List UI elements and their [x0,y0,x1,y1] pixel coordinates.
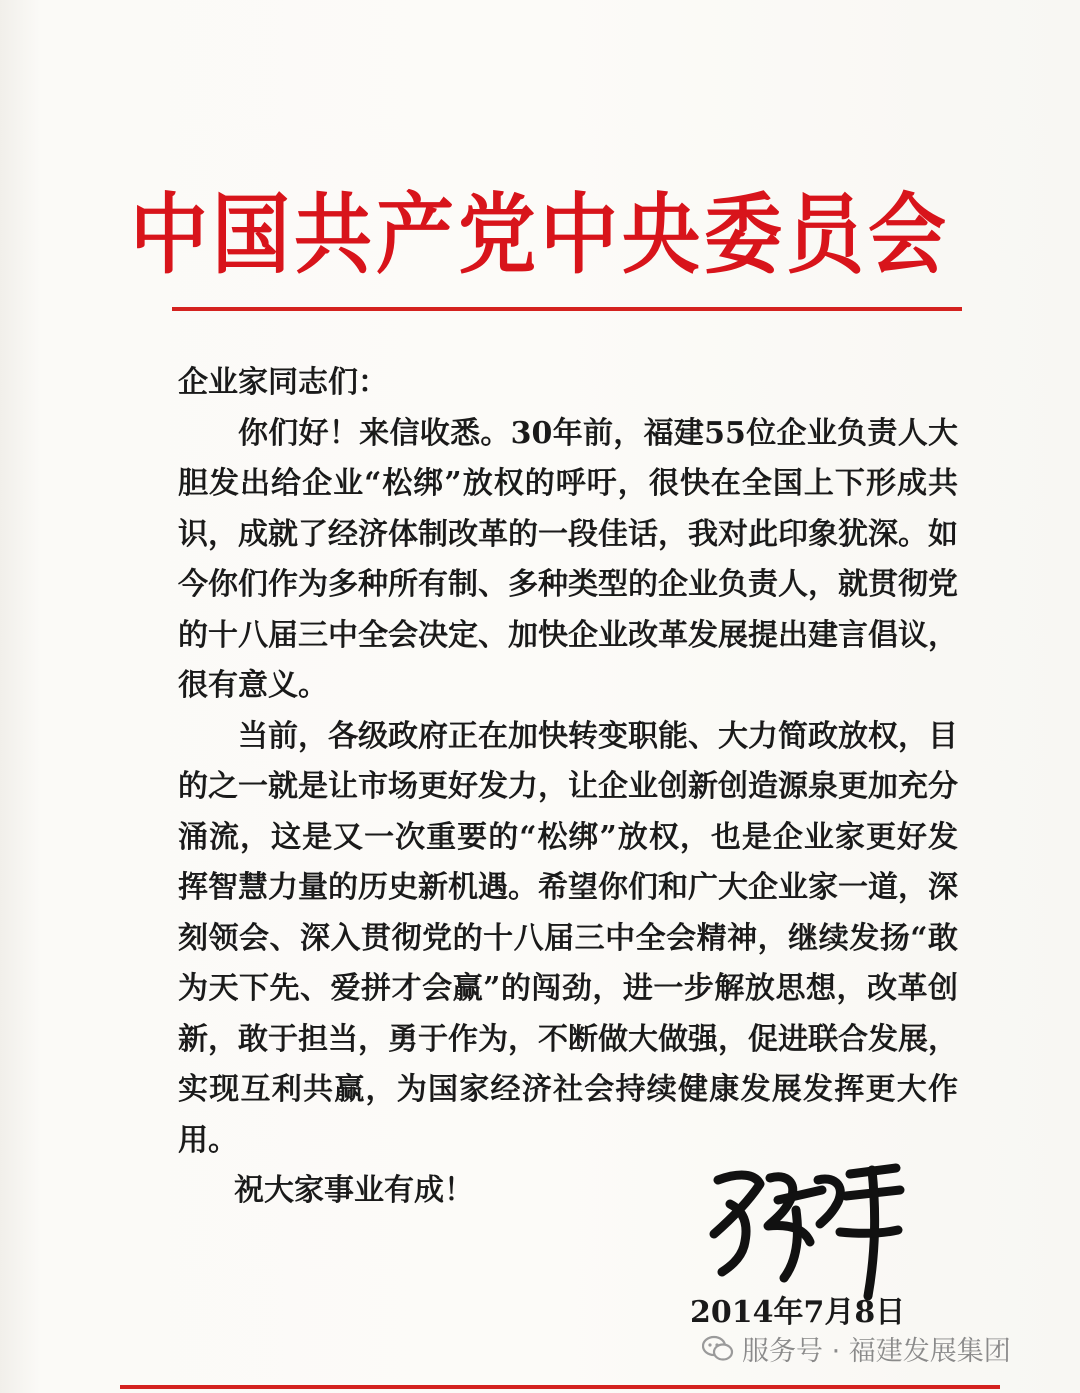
paragraph-1: 你们好！来信收悉。30年前，福建55位企业负责人大胆发出给企业“松绑”放权的呼吁，很快在全国上下形成共识，成就了经济体制改革的一段佳话，我对此印象犹深。如今你们作为多种所有制、多种类型的企业负责人，就贯彻党的十八届三中全会决定、加快企业改革发展提出建言倡议，很有意义。 [178,415,958,703]
handwritten-signature [700,1150,910,1300]
salutation: 企业家同志们： [178,365,388,400]
bottom-red-rule [120,1385,1000,1389]
letterhead-title: 中国共产党中央委员会 [129,185,950,287]
letter-date: 2014年7月8日 [690,1295,906,1330]
paragraph-2: 当前，各级政府正在加快转变职能、大力简政放权，目的之一就是让市场更好发力，让企业创新创造源泉更加充分涌流，这是又一次重要的“松绑”放权，也是企业家更好发挥智慧力量的历史新机遇。希望你们和广大企业家一道，深刻领会、深入贯彻党的十八届三中全会精神，继续发扬“敢为天下先、爱拼才会赢”的闯劲，进一步解放思想，改革创新，敢于担当，勇于作为，不断做大做强，促进联合发展，实现互利共赢，为国家经济社会持续健康发展发挥更大作用。 [178,718,958,1158]
watermark [702,1329,1011,1368]
closing-wishes: 祝大家事业有成！ [234,1173,474,1208]
letterhead-red-rule [172,307,962,311]
wechat-service-icon [702,1335,734,1363]
watermark-text: 服务号 · 福建发展集团 [742,1336,1011,1367]
letter-body [178,358,958,1217]
